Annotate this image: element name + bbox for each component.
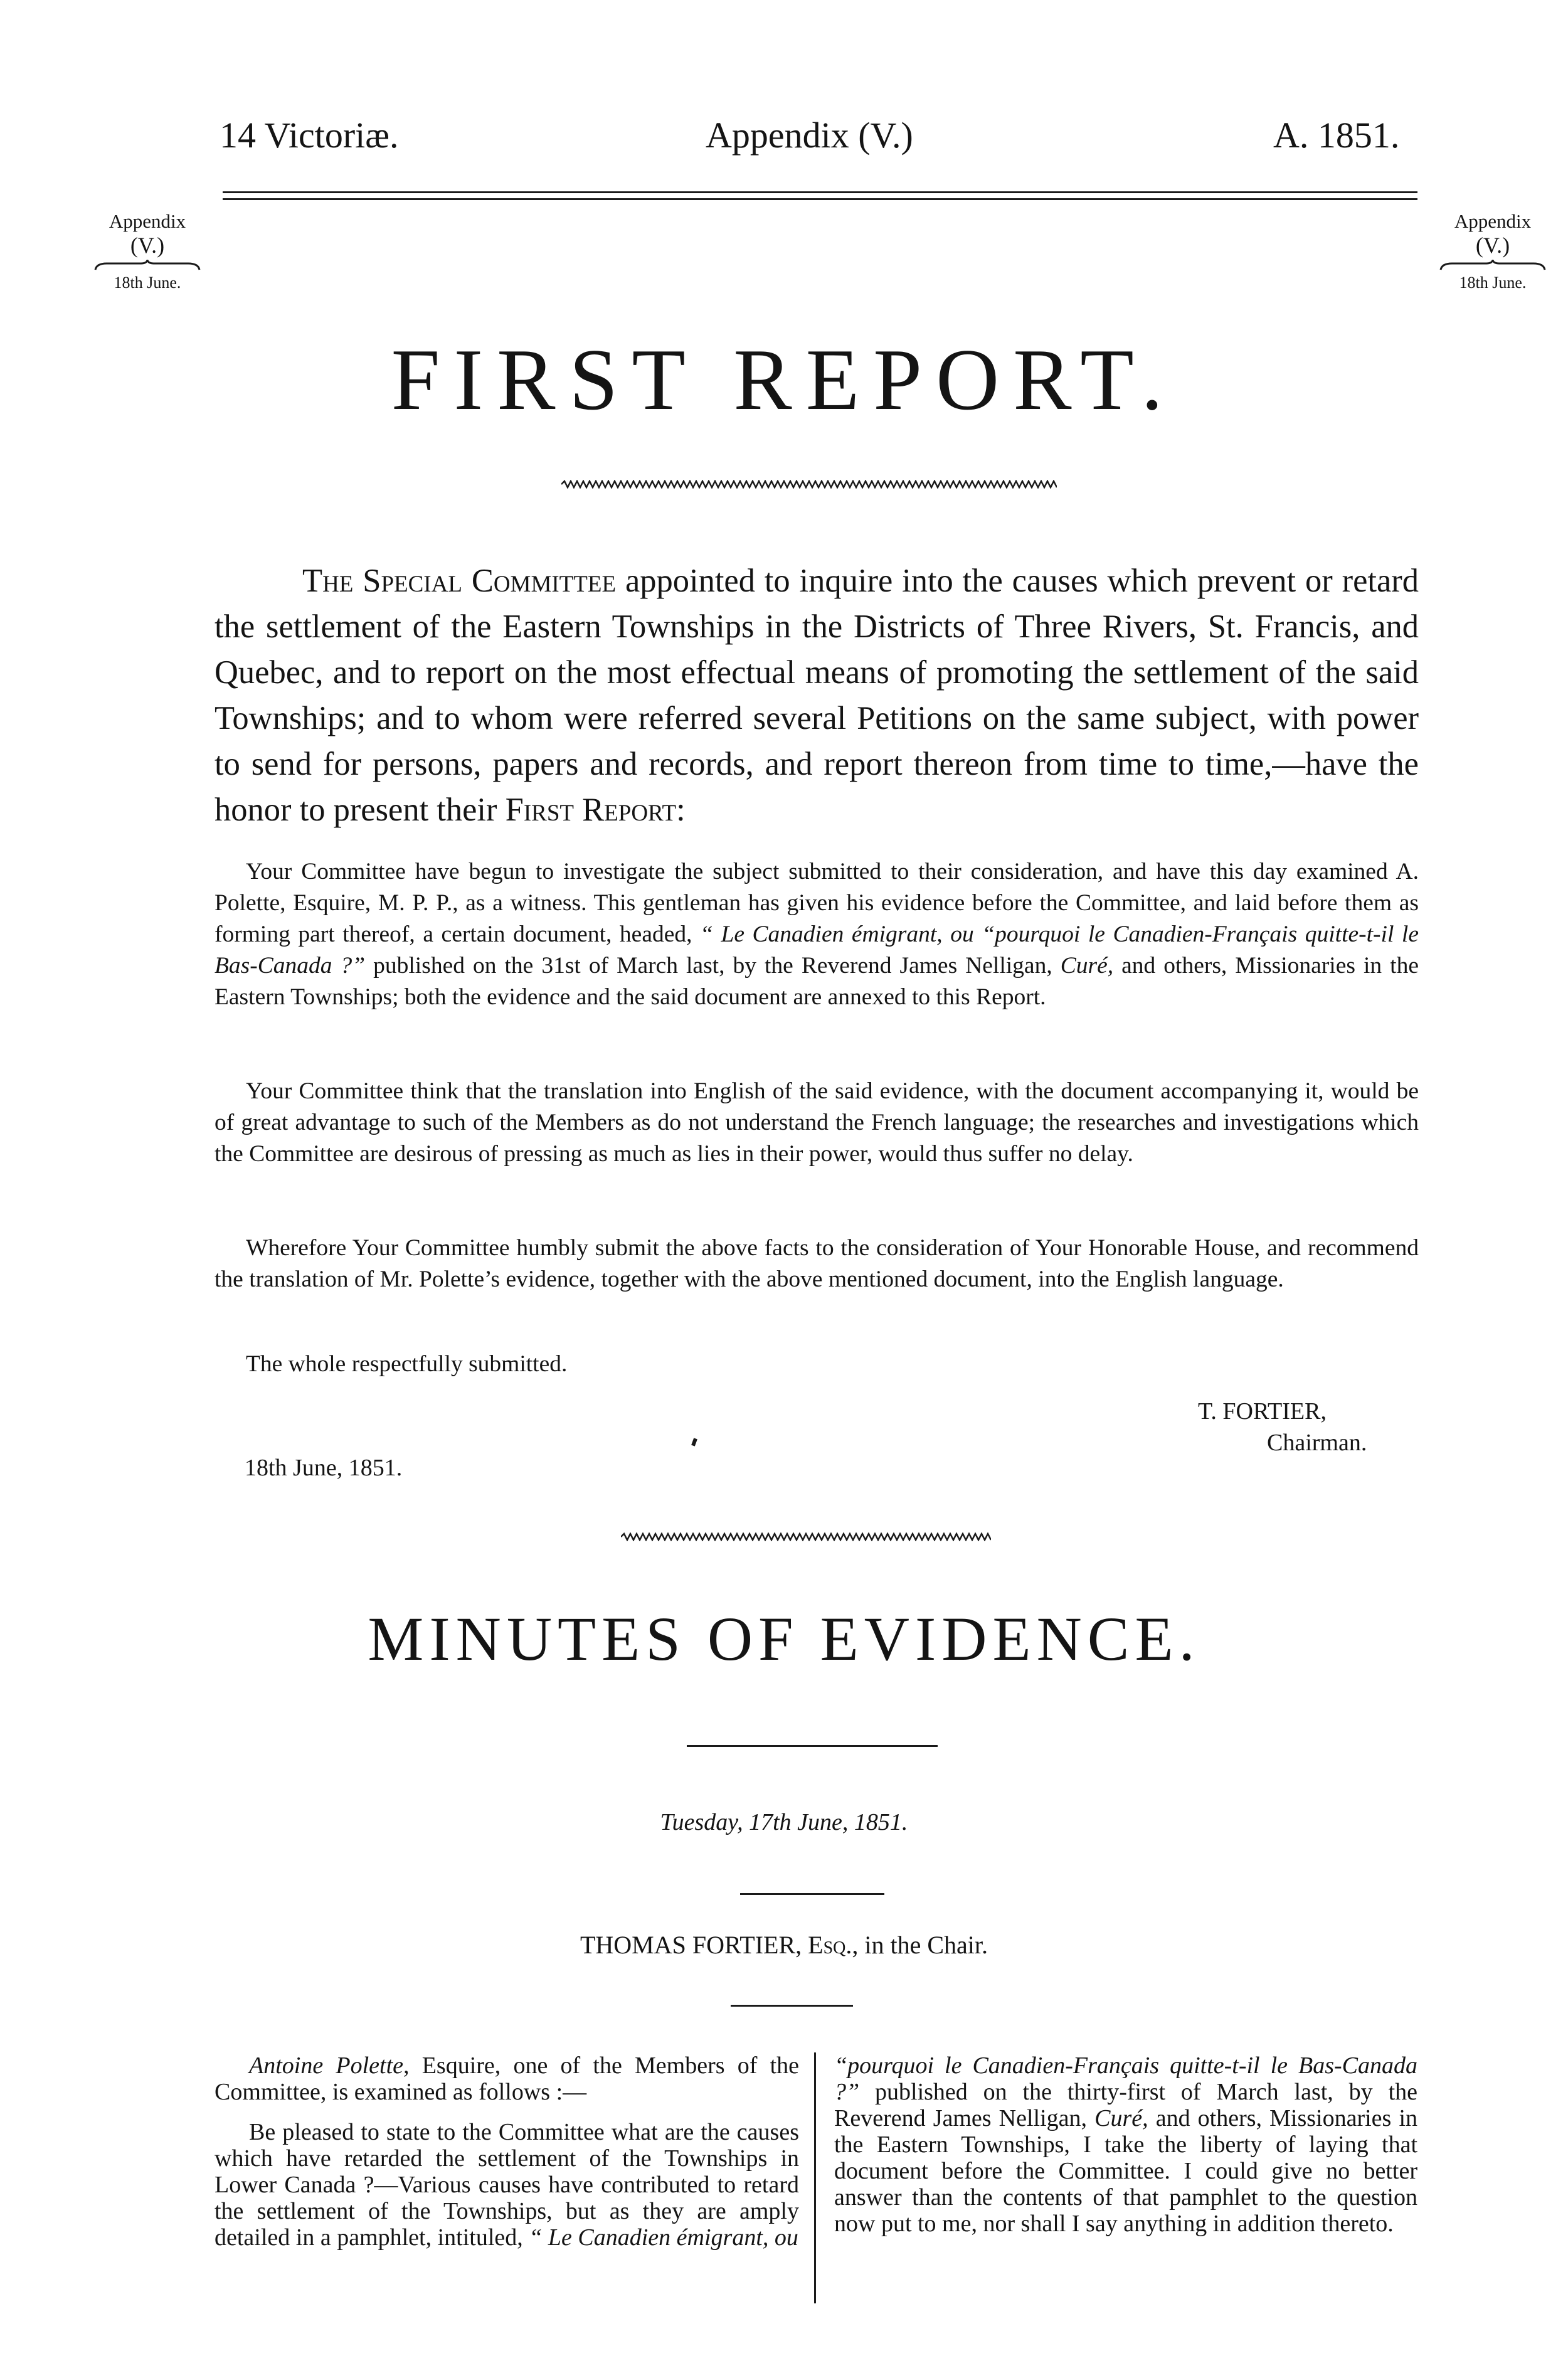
evidence-text: Be pleased to state to the Committee what are the causes which have retarded the settlement of the Townships in Lower Canada ?—Various causes have contributed to retard the settlement of the Townships, but as they are amply detailed in a pamphlet, intituled, <box>215 2119 799 2251</box>
intro-lead: The Special Committee <box>302 563 617 599</box>
margin-sub: (V.) <box>130 232 165 258</box>
separator-rule-2 <box>740 1893 884 1895</box>
margin-label: Appendix <box>109 210 186 232</box>
report-title: FIRST REPORT. <box>391 331 1177 428</box>
minutes-title: MINUTES OF EVIDENCE. <box>368 1604 1200 1674</box>
header-rule-bottom <box>223 198 1417 200</box>
evidence-text: published on the thirty-first of March last, by the Reverend James Nelligan, <box>834 2079 1417 2131</box>
body-text: Your Committee have begun to investigate the subject submitted to their consideration, and have this day examined A. Polette, Esquire, M. P. P., as a witness. This gentleman has given his evidence before the Committee, and laid before them as forming part thereof, a certain document, headed, <box>215 859 1419 947</box>
evidence-text: and others, Missionaries in the Eastern Townships, I take the liberty of laying that document before the Committee. I could give no better answer than the contents of that pamphlet to the question now put to me, nor shall I say anything in addition thereto. <box>834 2105 1417 2237</box>
intro-paragraph <box>215 558 1419 833</box>
header-left: 14 Victoriæ. <box>220 115 399 156</box>
body-paragraph-3: Wherefore Your Committee humbly submit the above facts to the consideration of Your Honorable House, and recommend the translation of Mr. Polette’s evidence, together with the above mentioned document, into the English language. <box>215 1235 1419 1292</box>
body-cure: Curé, <box>1060 953 1114 979</box>
body-paragraph-1 <box>215 856 1419 1013</box>
chair-esq: Esq., <box>808 1931 859 1959</box>
evidence-right-p1 <box>834 2052 1417 2237</box>
margin-note-left <box>88 210 207 292</box>
intro-tail: First Report <box>505 792 677 828</box>
intro-text: appointed to inquire into the causes which prevent or retard the settlement of the Eastern Townships in the Districts of Three Rivers, St. Francis, and Quebec, and to report on the most effectual means of promoting the settlement of the said Townships; and to whom were referred several Petitions on the same subject, with power to send for persons, papers and records, and report thereon from time to time,—have the honor to present their <box>215 563 1419 828</box>
chair-name: THOMAS FORTIER, <box>580 1931 802 1959</box>
signature-block <box>1198 1396 1367 1458</box>
pamphlet-title: “pourquoi le Canadien-Français quitte-t-il le Bas-Canada ?” <box>834 2052 1417 2105</box>
wavy-divider-1 <box>561 480 1057 489</box>
signature-name: T. FORTIER, <box>1198 1398 1327 1425</box>
header-right: A. 1851. <box>1273 115 1400 156</box>
header-center: Appendix (V.) <box>706 115 913 156</box>
brace-icon <box>1439 260 1546 271</box>
chair-line <box>0 1930 1568 1960</box>
brace-icon <box>94 260 201 271</box>
meeting-date: Tuesday, 17th June, 1851. <box>660 1809 908 1835</box>
separator-rule-1 <box>687 1745 938 1747</box>
cure-word: Curé, <box>1094 2105 1148 2131</box>
wavy-divider-2 <box>621 1532 991 1541</box>
margin-date: 18th June. <box>114 273 181 292</box>
witness-name: Antoine Polette, <box>249 2052 410 2079</box>
separator-rule-3 <box>731 2005 853 2007</box>
ink-mark <box>691 1438 697 1446</box>
body-text: published on the 31st of March last, by the Reverend James Nelligan, <box>365 953 1061 979</box>
pamphlet-title: “ Le Canadien émigrant, ou <box>529 2224 798 2251</box>
column-divider <box>814 2052 816 2303</box>
margin-note-right <box>1433 210 1552 292</box>
body-text: and others, Missionaries in the Eastern Townships; both the evidence and the said document are annexed to this Report. <box>215 953 1419 1010</box>
evidence-left-p2 <box>215 2119 799 2251</box>
margin-date: 18th June. <box>1459 273 1527 292</box>
report-date: 18th June, 1851. <box>245 1455 403 1481</box>
evidence-text: Esquire, one of the Members of the Committee, is examined as follows :— <box>215 2052 800 2105</box>
body-paragraph-2: Your Committee think that the translation into English of the said evidence, with the document accompanying it, would be of great advantage to such of the Members as do not understand the French language; the researches and investigations which the Committee are desirous of pressing as much as lies in their power, would thus suffer no delay. <box>215 1078 1419 1167</box>
margin-label: Appendix <box>1454 210 1532 232</box>
margin-sub: (V.) <box>1475 232 1510 258</box>
body-pamphlet-title: “ Le Canadien émigrant, ou “pourquoi le Canadien-Français quitte-t-il le Bas-Canada ?” <box>215 921 1419 979</box>
chair-rest: in the Chair. <box>858 1931 988 1959</box>
signature-role: Chairman. <box>1267 1430 1367 1456</box>
evidence-column-right <box>834 2052 1417 2251</box>
evidence-column-left <box>215 2052 799 2264</box>
header-rule-top <box>223 191 1417 193</box>
intro-end: : <box>676 792 686 828</box>
body-paragraph-4: The whole respectfully submitted. <box>246 1351 568 1377</box>
evidence-left-p1 <box>215 2052 799 2105</box>
